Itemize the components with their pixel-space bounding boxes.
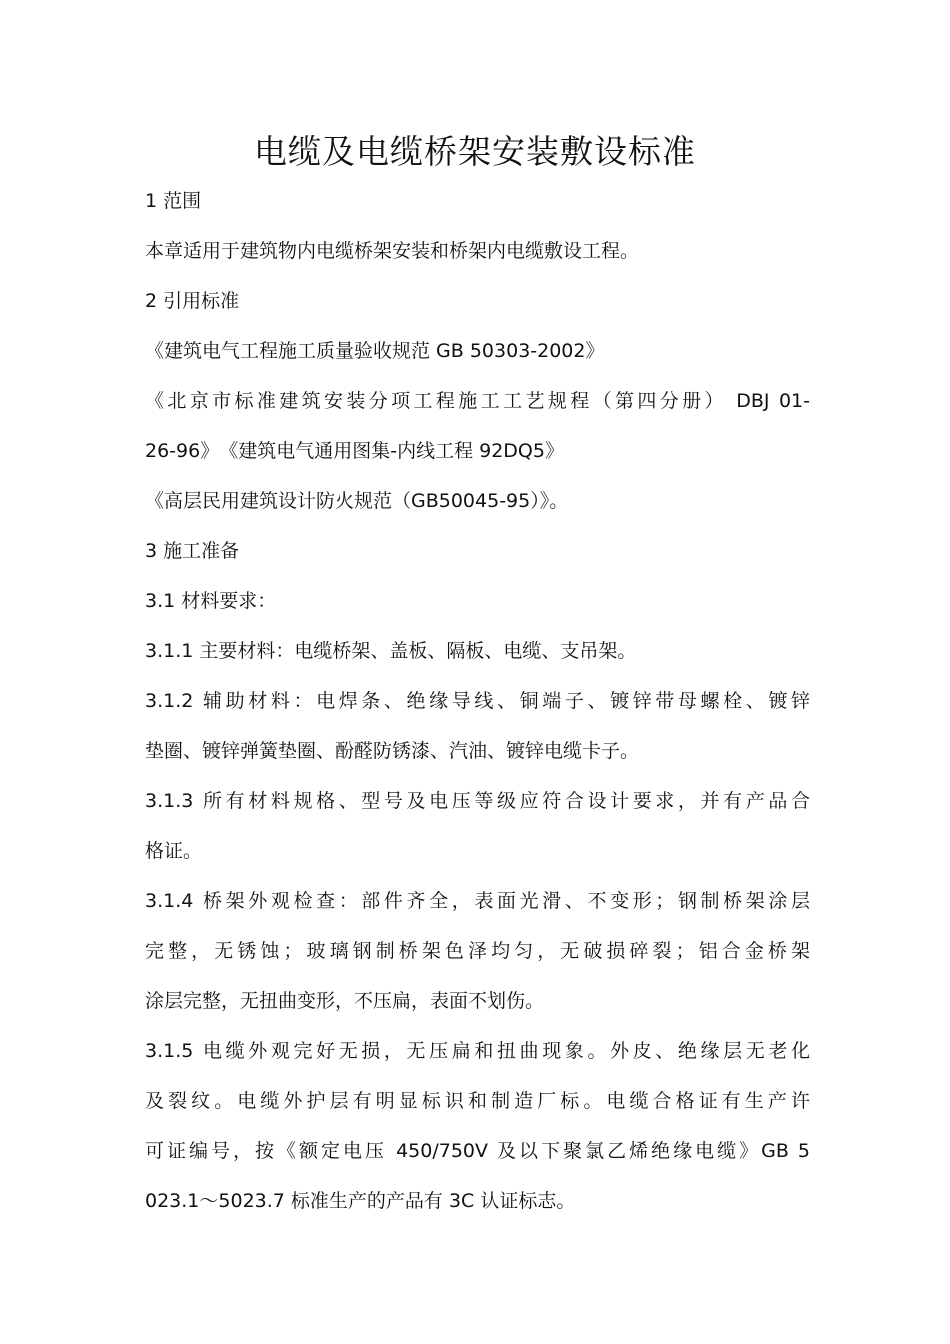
paragraph-line: 3.1.4 桥架外观检查：部件齐全，表面光滑、不变形；钢制桥架涂层 (145, 890, 810, 912)
reference-line: 《北京市标准建筑安装分项工程施工工艺规程（第四分册） DBJ 01- (145, 390, 810, 412)
document-title: 电缆及电缆桥架安装敷设标准 (254, 132, 696, 171)
paragraph-line: 023.1～5023.7 标准生产的产品有 3C 认证标志。 (145, 1190, 576, 1212)
section-heading-scope: 1 范围 (145, 190, 202, 212)
paragraph-line: 本章适用于建筑物内电缆桥架安装和桥架内电缆敷设工程。 (145, 240, 640, 262)
section-heading-preparation: 3 施工准备 (145, 540, 240, 562)
paragraph-line: 及裂纹。电缆外护层有明显标识和制造厂标。电缆合格证有生产许 (145, 1090, 810, 1112)
paragraph-line: 格证。 (145, 840, 203, 862)
paragraph-line: 3.1.2 辅助材料：电焊条、绝缘导线、铜端子、镀锌带母螺栓、镀锌 (145, 690, 810, 712)
paragraph-line: 3.1.5 电缆外观完好无损，无压扁和扭曲现象。外皮、绝缘层无老化 (145, 1040, 810, 1062)
reference-line: 《建筑电气工程施工质量验收规范 GB 50303-2002》 (145, 340, 605, 362)
paragraph-line: 可证编号，按《额定电压 450/750V 及以下聚氯乙烯绝缘电缆》GB 5 (145, 1140, 810, 1162)
paragraph-line: 垫圈、镀锌弹簧垫圈、酚醛防锈漆、汽油、镀锌电缆卡子。 (145, 740, 640, 762)
subsection-heading: 3.1 材料要求： (145, 590, 277, 612)
paragraph-line: 涂层完整，无扭曲变形，不压扁，表面不划伤。 (145, 990, 545, 1012)
paragraph-line: 3.1.1 主要材料：电缆桥架、盖板、隔板、电缆、支吊架。 (145, 640, 637, 662)
reference-line: 《高层民用建筑设计防火规范（GB50045-95）》。 (145, 490, 569, 512)
reference-line: 26-96》 《建筑电气通用图集-内线工程 92DQ5》 (145, 440, 564, 462)
section-heading-references: 2 引用标准 (145, 290, 240, 312)
paragraph-line: 3.1.3 所有材料规格、型号及电压等级应符合设计要求，并有产品合 (145, 790, 810, 812)
paragraph-line: 完整，无锈蚀；玻璃钢制桥架色泽均匀，无破损碎裂；铝合金桥架 (145, 940, 810, 962)
